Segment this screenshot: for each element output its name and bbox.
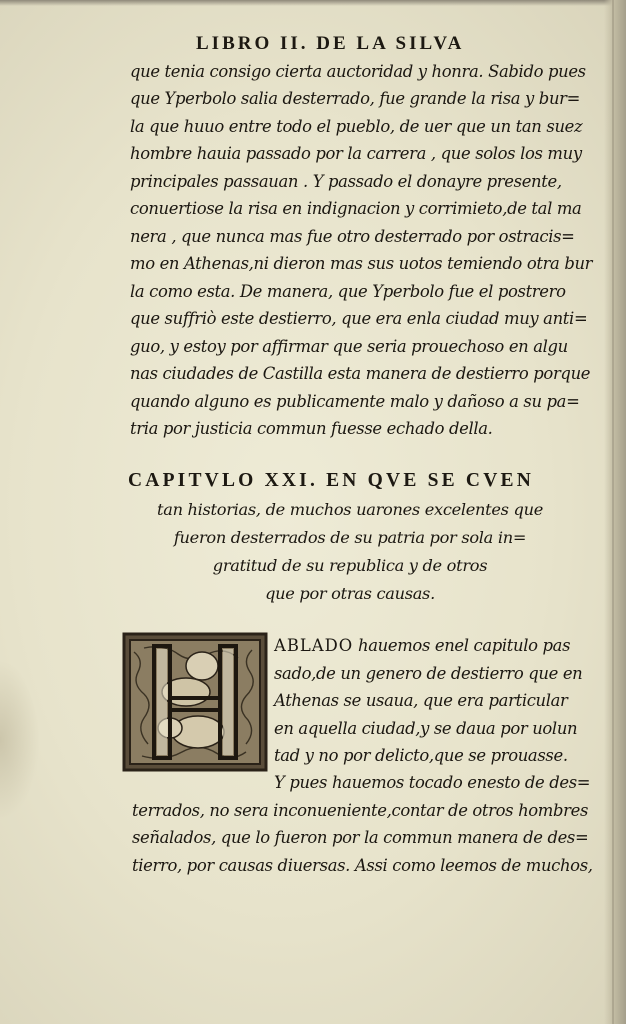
first-line-rest: hauemos enel capitulo pas <box>353 636 571 655</box>
text-line: que tenia consigo cierta auctoridad y honra. Sabido pues <box>130 62 586 81</box>
chapter-subtitle-line: que por otras causas. <box>265 584 435 603</box>
text-line: que Yperbolo salia desterrado, fue grande la risa y bur= <box>130 89 581 108</box>
text-line: la como esta. De manera, que Yperbolo fue el postrero <box>130 282 566 301</box>
text-line: guo, y estoy por affirmar que seria prouechoso en algu <box>130 337 568 356</box>
page-gutter-edge <box>604 0 626 1024</box>
decorated-initial <box>122 632 268 772</box>
text-line: que suffriò este destierro, que era enla ciudad muy anti= <box>130 309 588 328</box>
text-line: terrados, no sera inconueniente,contar de otros hombres <box>132 801 589 820</box>
text-line: nas ciudades de Castilla esta manera de destierro porque <box>130 364 591 383</box>
chapter-subtitle-line: fueron desterrados de su patria por sola in= <box>173 528 527 547</box>
chapter-title: CAPITVLO XXI. EN QVE SE CVEN <box>128 470 534 491</box>
text-line: principales passauan . Y passado el donayre presente, <box>130 172 562 191</box>
paper-stain <box>0 660 40 820</box>
text-line: nera , que nunca mas fue otro desterrado por ostracis= <box>130 227 575 246</box>
text-line: quando alguno es publicamente malo y dañoso a su pa= <box>130 392 580 411</box>
text-line: Athenas se usaua, que era particular <box>274 691 568 710</box>
page-top-edge <box>0 0 626 6</box>
text-line: hombre hauia passado por la carrera , que solos los muy <box>130 144 582 163</box>
woodcut-initial-icon <box>122 632 268 772</box>
text-line: en aquella ciudad,y se daua por uolun <box>274 719 578 738</box>
text-line: la que huuo entre todo el pueblo, de uer que un tan suez <box>130 117 583 136</box>
opening-word: ABLADO <box>274 636 354 655</box>
chapter-subtitle-line: tan historias, de muchos uarones excelentes que <box>157 500 543 519</box>
running-head: LIBRO II. DE LA SILVA <box>196 33 465 54</box>
text-line: tierro, por causas diuersas. Assi como leemos de muchos, <box>132 856 593 875</box>
text-line: mo en Athenas,ni dieron mas sus uotos temiendo otra bur <box>130 254 593 273</box>
text-line: Y pues hauemos tocado enesto de des= <box>274 773 591 792</box>
text-line: sado,de un genero de destierro que en <box>274 664 583 683</box>
chapter-subtitle-line: gratitud de su republica y de otros <box>212 556 488 575</box>
text-line: conuertiose la risa en indignacion y corrimieto,de tal ma <box>130 199 582 218</box>
paragraph-2-first-line <box>274 636 570 655</box>
text-line: señalados, que lo fueron por la commun manera de des= <box>132 828 589 847</box>
text-line: tria por justicia commun fuesse echado della. <box>130 419 493 438</box>
text-line: tad y no por delicto,que se prouasse. <box>274 746 568 765</box>
